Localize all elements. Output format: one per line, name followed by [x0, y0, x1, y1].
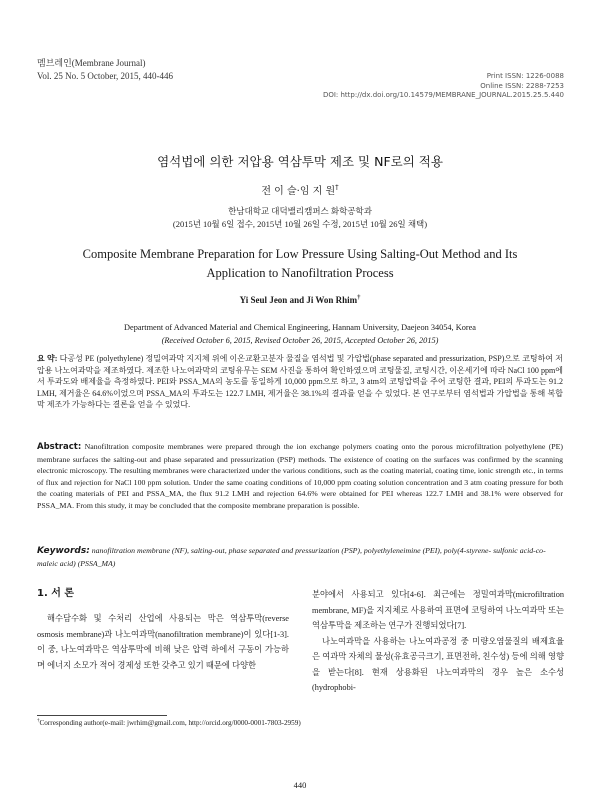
english-dates: (Received October 6, 2015, Revised October 26, 2015, Accepted October 26, 2015): [161, 335, 439, 345]
korean-abstract: [37, 353, 563, 411]
page-number: 440: [293, 780, 307, 790]
korean-dates: (2015년 10월 6일 접수, 2015년 10월 26일 수정, 2015년 10월 26일 채택): [172, 219, 428, 229]
footnote-mark: †: [37, 718, 40, 724]
corresponding-mark: †: [335, 183, 339, 192]
corresponding-mark-en: †: [357, 294, 361, 301]
english-abstract-label: Abstract:: [37, 442, 82, 452]
korean-abstract-text: 다공성 PE (polyethylene) 정밀여과막 지지체 위에 이온교환고분자 물질을 염석법 및 가압법(phase separated and pressurization, PSP)으로 코팅하여 저압용 나노여과막을 제조하였다. 제조한 나노여과막의 코팅유무는 SEM 사진을 통하여 확인하였으며 코팅물질, 코팅시간, 이온세기에 따라 NaCl 100 ppm에서 투과도와 배제율을 측정하였다. PEI와 PSSA_MA의 농도를 동일하게 10,000 ppm으로 하고, 3 atm의 코팅압력을 주어 코팅한 결과, PEI의 투과도는 91.2 LMH, 제거율은 64.6%이었으며 PSSA_MA의 투과도는 122.7 LMH, 제거율은 38.1%의 결과를 얻을 수 있었다. 본 연구로부터 염석법과 가압법을 통해 복합막 제조가 가능하다는 결론을 얻을 수 있었다.: [37, 354, 564, 409]
korean-affiliation-block: [0, 205, 600, 231]
korean-author-names: 전 이 슬·임 지 원: [261, 186, 336, 197]
intro-paragraph-1: 해수담수화 및 수처리 산업에 사용되는 막은 역삼투막(reverse osmosis membrane)과 나노여과막(nanofiltration membrane)이 있다[1-3]. 이 중, 나노여과막은 역삼투막에 비해 낮은 압력 하에서 구동이 가능하며 에너지 소모가 적어 경제성 또한 갖추고 있기 때문에 다양한: [37, 614, 289, 670]
keywords-text: nanofiltration membrane (NF), salting-out, phase separated and pressurization (PSP), polyethyleneimine (PEI), poly(4-styrene- sulfonic acid-co-maleic acid) (PSSA_MA): [37, 546, 546, 568]
issn-block: [264, 72, 564, 101]
intro-paragraph-1-continued: 분야에서 사용되고 있다[4-6]. 최근에는 정밀여과막(microfiltration membrane, MF)을 지지체로 사용하여 표면에 코팅하여 나노여과막 또는 역삼투막을 제조하는 연구가 진행되었다[7].: [312, 590, 564, 630]
footnote-text: Corresponding author(e-mail: jwrhim@gmail.com, http://orcid.org/0000-0001-7803-2959): [39, 719, 301, 727]
english-abstract: [37, 441, 563, 511]
journal-citation: Vol. 25 No. 5 October, 2015, 440-446: [37, 71, 173, 81]
korean-abstract-label: 요 약:: [37, 354, 58, 363]
footnote-divider: [37, 715, 167, 716]
footnote: [37, 719, 563, 727]
korean-affiliation: 한남대학교 대덕밸리캠퍼스 화학공학과: [228, 206, 372, 216]
korean-authors: [0, 182, 600, 197]
section-title: 1. 서 론: [37, 588, 75, 599]
english-title: Composite Membrane Preparation for Low Pressure Using Salting-Out Method and Its Application to Nanofiltration Process: [82, 247, 518, 280]
english-abstract-text: Nanofiltration composite membranes were prepared through the ion exchange polymers coating onto the porous microfiltration polyethylene (PE) membrane surfaces the salting-out and phase separated and pressurization (PSP) methods. The existence of coating on the surfaces was confirmed by the scanning electronic microscopy. The resulting membranes were characterized under the various conditions, such as the coating material, coating time, ionic strength etc., in terms of flux and rejection for NaCl 100 ppm solution. Under the same coating conditions of 10,000 ppm coating solution concentration and 3 atm coating pressure for both the coating materials of PEI and PSSA_MA, the flux 91.2 LMH and rejection 64.6% were obtained for PEI whereas 122.7 LMH and 38.1% were observed for PSSA_MA. From this study, it may be concluded that the composite membrane preparation is possible.: [37, 442, 563, 510]
keywords: [37, 545, 563, 569]
body-right-column: [312, 587, 564, 696]
english-author-names: Yi Seul Jeon and Ji Won Rhim: [239, 295, 358, 305]
english-affiliation-block: [40, 322, 560, 347]
intro-paragraph-2: 나노여과막을 사용하는 나노여과공정 중 미량오염물질의 배제효율은 여과막 자체의 물성(유효공극크기, 표면전하, 친수성) 등에 의해 영향을 받는다[8]. 현재 상용화된 나노여과막의 경우 높은 소수성(hydrophobi-: [312, 636, 564, 692]
english-authors: [0, 295, 600, 305]
english-affiliation: Department of Advanced Material and Chemical Engineering, Hannam University, Daejeon 34054, Korea: [124, 323, 476, 332]
doi-link[interactable]: DOI: http://dx.doi.org/10.14579/MEMBRANE_JOURNAL.2015.25.5.440: [322, 91, 564, 99]
journal-header: [37, 57, 173, 83]
online-issn: Online ISSN: 2288-7253: [480, 81, 564, 90]
korean-title: 염석법에 의한 저압용 역삼투막 제조 및 NF로의 적용: [157, 154, 443, 169]
keywords-label: Keywords:: [37, 546, 90, 556]
body-left-column: [37, 587, 289, 673]
print-issn: Print ISSN: 1226-0088: [486, 72, 564, 80]
journal-name: 멤브레인(Membrane Journal): [37, 58, 146, 68]
